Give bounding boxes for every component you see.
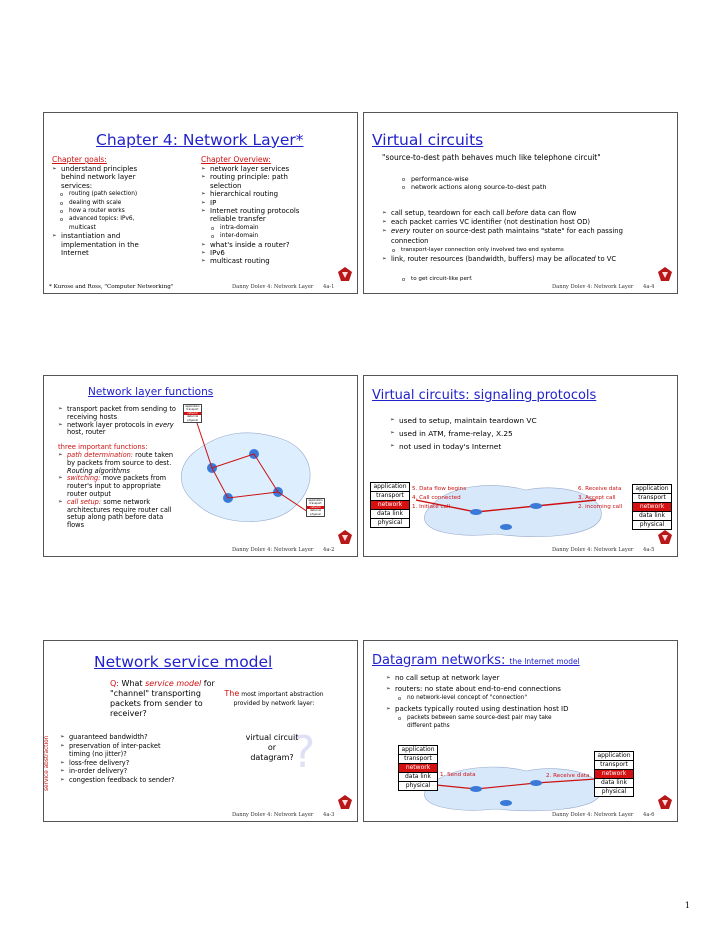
slide-number: 4a-2 xyxy=(323,547,335,553)
vc-sub-item: o transport-layer connection only involved two end systems xyxy=(392,246,662,254)
logo-icon xyxy=(658,795,672,809)
footer-author: Danny Dolev xyxy=(232,547,266,553)
reference-note: * Kurose and Ross, "Computer Networking" xyxy=(49,284,174,290)
footer-author: Danny Dolev xyxy=(552,284,586,290)
dest-stack: application transport network data link physical xyxy=(632,484,672,530)
slide-number: 4a-5 xyxy=(643,547,655,553)
service-abstraction-label: service abstraction xyxy=(44,735,50,791)
service-bullet: ➢ guaranteed bandwidth? xyxy=(60,733,180,742)
footer-course: 4: Network Layer xyxy=(587,547,634,553)
dest-stack: application transport network data link physical xyxy=(594,751,634,797)
vc-bullet: ➢ each packet carries VC identifier (not destination host OD) xyxy=(382,218,660,227)
datagram-sub-item: o no network-level concept of "connection" xyxy=(398,694,668,702)
vc-sub-item: o to get circuit-like perf. xyxy=(402,275,602,283)
function-bullet: ➢ transport packet from sending to receiving hosts xyxy=(58,406,176,422)
source-stack: application transport network data link physical xyxy=(398,745,438,791)
logo-icon xyxy=(338,530,352,544)
goals-heading: Chapter goals: xyxy=(52,155,107,164)
footer-author: Danny Dolev xyxy=(552,812,586,818)
goal-sub-item: o routing (path selection) xyxy=(60,190,144,198)
overview-item: ➢ multicast routing xyxy=(201,257,307,265)
overview-item: ➢ what's inside a router? xyxy=(201,241,307,249)
question-mark-icon: ? xyxy=(292,727,316,778)
abstraction-text: The most important abstraction provided by network layer: xyxy=(224,689,324,707)
signal-bullet: ➢ not used in today's Internet xyxy=(390,440,660,453)
logo-icon xyxy=(338,267,352,281)
quote-text: "source-to-dest path behaves much like telephone circuit" xyxy=(382,153,601,162)
step-label: 5. Data flow begins xyxy=(412,486,467,492)
goal-sub-item: o how a router works xyxy=(60,207,144,215)
slide-title: Chapter 4: Network Layer* xyxy=(96,131,304,149)
datagram-bullet: ➢ no call setup at network layer xyxy=(386,673,671,684)
goal-sub-item: o dealing with scale xyxy=(60,199,144,207)
quote-sub-item: o performance-wise xyxy=(402,175,652,183)
step-label: 1. Initiate call xyxy=(412,504,451,510)
slide-title: Network layer functions xyxy=(88,386,214,398)
footer-course: 4: Network Layer xyxy=(267,284,314,290)
slide-datagram-networks xyxy=(363,640,678,822)
step-label: 2. Receive data xyxy=(546,773,590,779)
slide-title: Datagram networks: the Internet model xyxy=(372,653,580,668)
service-bullet: ➢ congestion feedback to sender? xyxy=(60,776,180,785)
overview-item: ➢ Internet routing protocols reliable transfer xyxy=(201,207,307,224)
overview-sub-item: o intra-domain xyxy=(211,224,307,232)
host-stack: application transport network data link physical xyxy=(306,498,325,517)
service-bullet: ➢ in-order delivery? xyxy=(60,767,180,776)
logo-icon xyxy=(658,530,672,544)
signal-bullet: ➢ used in ATM, frame-relay, X.25 xyxy=(390,427,660,440)
page-number: 1 xyxy=(684,901,690,910)
vc-bullet: ➢ call setup, teardown for each call before data can flow xyxy=(382,209,660,218)
slide-chapter-4 xyxy=(43,112,358,294)
overview-heading: Chapter Overview: xyxy=(201,155,271,164)
overview-item: ➢ routing principle: path selection xyxy=(201,173,307,190)
function-bullet: ➢ switching: move packets from router's input to appropriate router output xyxy=(58,475,178,498)
datagram-bullet: ➢ routers: no state about end-to-end connections xyxy=(386,684,671,695)
slide-vc-signaling xyxy=(363,375,678,557)
logo-icon xyxy=(338,795,352,809)
footer-author: Danny Dolev xyxy=(232,812,266,818)
slide-virtual-circuits xyxy=(363,112,678,294)
footer-course: 4: Network Layer xyxy=(267,547,314,553)
footer-course: 4: Network Layer xyxy=(587,812,634,818)
footer-course: 4: Network Layer xyxy=(587,284,634,290)
goal-item: ➢ understand principles behind network layer services: xyxy=(52,165,144,190)
host-stack: application transport network data link physical xyxy=(183,404,202,423)
datagram-bullet: ➢ packets typically routed using destination host ID xyxy=(386,704,671,714)
overview-item: ➢ network layer services xyxy=(201,165,307,173)
slide-network-service-model xyxy=(43,640,358,822)
slide-number: 4a-3 xyxy=(323,812,335,818)
datagram-sub-item: o packets between same source-dest pair may take different paths xyxy=(398,715,568,730)
overview-item: ➢ IPv6 xyxy=(201,249,307,257)
service-bullet: ➢ preservation of inter-packet timing (no jitter)? xyxy=(60,742,180,759)
function-bullet: ➢ path determination: route taken by packets from source to dest. Routing algorithms xyxy=(58,452,178,475)
footer-author: Danny Dolev xyxy=(232,284,266,290)
step-label: 2. incoming call xyxy=(578,504,623,510)
slide-number: 4a-6 xyxy=(643,812,655,818)
service-bullet: ➢ loss-free delivery? xyxy=(60,759,180,768)
step-label: 6. Receive data xyxy=(578,486,622,492)
step-label: 3. Accept call xyxy=(578,495,616,501)
goal-item: ➢ instantiation and implementation in the Internet xyxy=(52,232,144,257)
footer-author: Danny Dolev xyxy=(552,547,586,553)
function-bullet: ➢ call setup: some network architectures require router call setup along path before data flows xyxy=(58,499,178,530)
vc-or-datagram: virtual circuit or datagram? xyxy=(245,733,299,762)
slide-title: Network service model xyxy=(94,653,273,671)
quote-sub-item: o network actions along source-to-dest path xyxy=(402,183,652,191)
network-cloud xyxy=(416,761,616,816)
question-text: Q: What service model for "channel" transporting packets from sender to receiver? xyxy=(110,679,215,718)
vc-bullet: ➢ link, router resources (bandwidth, buffers) may be allocated to VC xyxy=(382,255,642,264)
slide-number: 4a-1 xyxy=(323,284,335,290)
overview-item: ➢ IP xyxy=(201,199,307,207)
step-label: 4. Call connected xyxy=(412,495,461,501)
functions-heading: three important functions: xyxy=(58,443,148,451)
goal-sub-item: o advanced topics: IPv6, multicast xyxy=(60,215,144,232)
step-label: 1. Send data xyxy=(440,772,476,778)
vc-bullet: ➢ every router on source-dest path maintains "state" for each passing connection xyxy=(382,227,660,245)
overview-item: ➢ hierarchical routing xyxy=(201,190,307,198)
slide-network-layer-functions xyxy=(43,375,358,557)
slide-title: Virtual circuits xyxy=(372,131,484,149)
signal-bullet: ➢ used to setup, maintain teardown VC xyxy=(390,414,660,427)
slide-title: Virtual circuits: signaling protocols xyxy=(372,388,597,403)
source-stack: application transport network data link physical xyxy=(370,482,410,528)
function-bullet: ➢ network layer protocols in every host, router xyxy=(58,422,176,438)
footer-course: 4: Network Layer xyxy=(267,812,314,818)
logo-icon xyxy=(658,267,672,281)
slide-number: 4a-4 xyxy=(643,284,655,290)
overview-sub-item: o inter-domain xyxy=(211,232,307,240)
